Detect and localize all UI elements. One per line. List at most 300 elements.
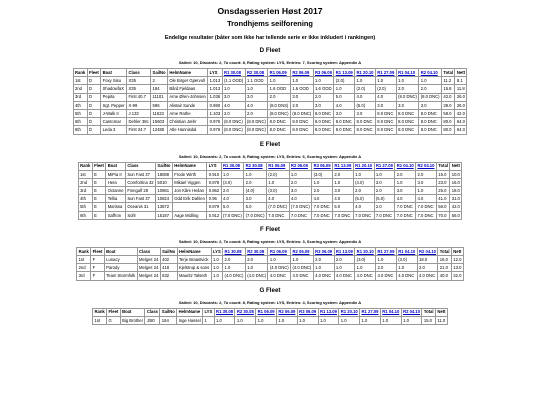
table-cell: 0.912 [208,212,220,218]
table-cell: 1.0 [289,170,312,178]
column-header: Class [137,247,160,255]
table-cell: J 133 [127,109,151,117]
table-cell: 12.0 [453,256,462,262]
fleet-title: F Fleet [260,225,280,233]
table-cell: 4.0 [353,203,374,211]
table-cell: 11101 [151,93,168,101]
table-cell: 10861 [156,187,173,195]
table-cell: 1.0 [211,264,223,272]
table-cell: 1.0 [396,77,419,85]
column-header: Class [125,162,155,170]
fleet-title: G Fleet [259,286,281,294]
table-cell: 58.0 [441,109,454,117]
table-cell: 42.0 [451,204,460,210]
table-cell: 8.0 DNC [396,109,419,117]
table-cell: 418 [160,264,177,272]
table-cell: 10824 [156,195,173,203]
results-table [76,247,464,281]
table-cell: 4.0 DNC [313,272,334,280]
table-cell: (5.0) [353,195,374,203]
table-cell: (1.1 OOD) [223,78,244,84]
race-column-link[interactable]: R1 30.08 [221,162,244,170]
table-cell: 2.0 [374,187,395,195]
table-cell: 8.0 DNC [375,118,396,126]
table-cell: Inge Hassel [178,317,201,323]
results-table [92,308,448,325]
table-cell: Aage Midling [172,211,207,219]
table-cell: 56.0 [436,203,449,211]
column-header: Total [443,69,454,75]
table-cell: 1.6 OOD [290,85,313,93]
race-column-link[interactable]: R2 06.09 [291,247,314,255]
race-column-link[interactable]: R1 20.10 [340,309,358,315]
table-cell: ShadowfaX [101,85,127,93]
column-header: Fleet [94,163,104,169]
table-cell: 2.0 [419,85,442,93]
table-cell: MiPia II [106,170,126,178]
table-row [78,178,462,186]
table-cell: Leda 3 [101,126,127,134]
column-header: Fleet [89,69,99,75]
race-column-link[interactable]: R1 30.08 [216,309,234,315]
table-cell: 8.0 DNC [290,118,313,126]
column-header: LYS [204,309,213,315]
table-cell: 3.0 [374,178,395,186]
column-header: Class [127,69,151,77]
table-cell: 4.0 [416,195,437,203]
table-cell: 39.0 [441,101,454,109]
table-row [73,126,467,134]
table-cell: 1.0 [245,264,268,272]
table-cell: E [92,170,106,178]
table-cell: 7.0 DNC [312,211,333,219]
table-cell: E [92,203,106,211]
race-column-link[interactable]: R1 20.10 [355,163,373,169]
table-cell: 2.0 [417,264,438,272]
table-cell: 1.0 [290,77,313,85]
table-header-row [77,247,464,255]
table-cell: 8.0 DNC [375,109,396,117]
table-cell: 2.0 [221,187,244,195]
table-cell: 26.0 [456,94,465,100]
table-row [73,101,467,109]
table-cell: 1 [203,316,215,324]
race-column-link[interactable]: R2 06.09 [278,309,296,315]
table-cell: Bård Fjeldaas [167,85,207,93]
table-cell: 1.1 OOD [245,77,268,85]
page-title: Onsdagsserien Høst 2017 [217,6,323,16]
race-column-link[interactable]: R3 06.09 [299,309,317,315]
race-column-link[interactable]: R1 27.09 [375,163,393,169]
table-cell: 596 [151,101,168,109]
table-cell: 1.0 [332,178,353,186]
table-cell: Kjelstrup & sons [178,265,210,271]
table-cell: 2.0 [313,256,334,264]
table-cell: 70.0 [436,211,449,219]
race-column-link[interactable]: R1 13.09 [335,69,353,75]
table-cell: 8.0 DNC [375,126,396,134]
table-cell: E [92,187,106,195]
table-cell: 4.0 [355,93,376,101]
table-cell: Christian Jæhr [167,118,207,126]
race-column-link[interactable]: R1 20.10 [356,248,374,254]
race-column-link[interactable]: R1 13.09 [335,248,353,254]
table-cell: 8.0 DNC [396,126,419,134]
table-cell: 1.0 [313,77,334,85]
fleet-title: D Fleet [259,47,281,54]
table-cell: 3.0 [416,178,437,186]
table-cell: Sofir [125,211,155,219]
table-cell: 1.0 [312,178,333,186]
table-row [93,316,448,324]
table-cell: 7.0 DNC [416,203,437,211]
table-cell: E [92,211,106,219]
table-cell: First 40.7 [127,93,151,101]
table-cell: 3.0 [290,93,313,101]
table-cell: Melges 24 [139,265,159,271]
table-cell: 4.0 [375,93,396,101]
table-cell: 3rd [73,93,87,101]
race-column-link[interactable]: R2 06.09 [289,162,312,170]
table-cell: 3.0 [334,109,355,117]
race-column-link[interactable]: R2 30.08 [245,69,268,77]
table-cell: 6th [73,118,87,126]
table-cell: 1.0 [353,170,374,178]
table-cell: Saffron [106,211,126,219]
table-cell: Finngulf 28 [125,187,155,195]
table-cell: 3.0 [289,187,312,195]
table-cell: X-99 [127,101,151,109]
table-cell: 2nd [77,264,91,272]
race-column-link[interactable]: R2 30.08 [236,309,254,315]
table-cell: Pepita [101,93,127,101]
column-header: Total [423,309,434,315]
table-cell: Hera [106,178,126,186]
table-cell: Frode Wirth [172,170,207,178]
table-cell: 0.95 [207,195,221,203]
table-cell: 3.0 [244,195,267,203]
table-cell: 1.0 [416,187,437,195]
race-column-link[interactable]: R1 20.10 [356,69,374,75]
table-cell: 1.0 [401,316,422,324]
club-name: Trondhjems seilforening [227,19,313,28]
table-cell: D [87,109,101,117]
table-cell: 1.0 [268,77,291,85]
table-cell: 1.0 [256,316,277,324]
table-cell: X35 [127,85,151,93]
table-cell: 2.0 [290,101,313,109]
table-cell: 2.0 [245,109,268,117]
race-column-link[interactable]: R1 30.08 [222,69,245,77]
table-cell: 1.0 [268,256,291,264]
column-header: Total [439,248,450,254]
table-row [78,187,462,195]
race-column-link[interactable]: R2 04.10 [403,309,421,315]
table-cell: (4.0 DNC) [292,265,312,271]
table-cell: 1.0 [334,264,355,272]
race-column-link[interactable]: R1 06.09 [266,162,289,170]
table-cell: Ole Birger Gjærvoll [167,77,207,85]
table-cell: Parody [104,264,137,272]
table-cell: 1.0 [339,316,360,324]
table-cell: 1st [78,170,92,178]
column-header: Nett [456,69,465,75]
table-cell: D [87,118,101,126]
table-cell: 1st [73,77,87,85]
table-cell: 0.878 [208,179,220,185]
table-cell: Team Stormfolk [106,273,136,279]
table-cell: Arne Rathe [167,109,207,117]
fleet-title: E Fleet [259,140,281,148]
table-cell: 4.0 [334,101,355,109]
table-cell: Tellia [106,195,126,203]
table-cell: 184 [151,85,168,93]
table-cell: 0.879 [208,204,220,210]
table-cell: 2.0 [312,187,333,195]
table-cell: 1.0 [318,316,339,324]
table-cell: 1.0 [355,264,376,272]
table-cell: (4.0) [244,187,267,195]
table-cell: Atle Hannisdal [167,126,207,134]
table-cell: G [107,316,121,324]
table-cell: 18.0 [417,256,438,264]
race-column-link[interactable]: R1 06.09 [268,69,291,77]
table-cell: D [87,77,101,85]
race-column-link[interactable]: R2 04.10 [419,248,437,254]
fleet-summary: Sailed: 10, Discards: 2, To count: 8, Rating system: LYS, Entries: 4, Scoring system: Appendix A [178,299,362,305]
table-cell: 80.0 [441,126,454,134]
table-cell: 7.0 DNC [395,211,416,219]
table-cell: Cantomar [101,118,127,126]
table-cell: 4th [78,195,92,203]
table-cell: 2.0 [289,178,312,186]
race-column-link[interactable]: R2 04.10 [417,163,435,169]
table-cell: 3rd [78,187,92,195]
table-cell: 3.0 [355,109,376,117]
race-column-link[interactable]: R1 13.09 [334,163,352,169]
table-cell: 15187 [156,211,173,219]
table-cell: X35 [127,77,151,85]
table-cell: 23.0 [436,178,449,186]
race-column-link[interactable]: R1 04.10 [382,309,400,315]
table-cell: (8.0 DNC) [247,127,266,133]
table-cell: First 34.7 [127,126,151,134]
fleet-summary: Sailed: 10, Discards: 2, To count: 8, Rating system: LYS, Entries: 7, Scoring system: Appendix A [178,60,362,65]
race-column-link[interactable]: R3 06.09 [315,248,333,254]
column-header: SailNo [157,163,171,169]
table-cell: 2.0 [376,264,397,272]
race-column-link[interactable]: R2 30.08 [245,247,268,255]
column-header: HelmName [167,69,207,77]
table-cell: 1.0 [211,256,223,264]
table-cell: 2.0 [395,170,416,178]
race-column-link[interactable]: R1 04.10 [396,163,414,169]
column-header: Total [438,163,448,169]
table-cell: (2.0) [375,85,396,93]
table-cell: Mauritz Talseth [177,272,211,280]
table-cell: (5.0) [374,195,395,203]
table-cell: 3.0 [395,187,416,195]
table-cell: Terje Braastvick [177,256,211,264]
column-header: Rank [94,309,105,315]
table-cell: 632 [160,272,177,280]
fleet-section-f [0,226,540,281]
table-cell: 3.0 [313,101,334,109]
table-cell: J/80 [145,316,160,324]
table-row [77,256,464,264]
table-cell: 1.6 OOD [268,85,291,93]
table-cell: 5.0 [221,203,244,211]
table-cell: 2.0 [334,256,355,264]
table-cell: 0.910 [208,171,220,177]
table-cell: 5010 [156,178,173,186]
table-row [77,264,464,272]
table-cell: 6th [73,126,87,134]
race-column-link[interactable]: R2 06.09 [290,69,313,77]
table-cell: 15.0 [436,170,449,178]
table-cell: 31.0 [451,196,460,202]
table-cell: 8.0 DNC [419,118,442,126]
table-cell: D [87,93,101,101]
table-cell: 4.0 DNC [355,272,376,280]
table-cell: Octanne [107,187,124,193]
table-cell: 21.0 [438,264,451,272]
table-cell: 2nd [78,178,92,186]
table-cell: 8.0 DNC [268,118,291,126]
table-cell: 5th [73,109,87,117]
fleet-section-g [0,287,540,325]
table-cell: 8.0 DNC [419,126,442,134]
column-header: SailNo [161,309,175,315]
table-cell: (4.0 DNC) [247,273,267,279]
table-cell: (3.0) [355,256,376,264]
table-cell: 2.0 [244,178,267,186]
column-header: Rank [78,248,89,254]
race-column-link[interactable]: R3 06.09 [314,69,332,75]
table-cell: Sun Fast 37 [125,170,155,178]
table-cell: 1.103 [209,110,221,116]
table-header-row [93,308,448,316]
table-cell: 5.0 [244,203,267,211]
column-header: Rank [74,69,86,75]
table-cell: 1.0 [266,178,289,186]
table-cell: 5.0 [332,203,353,211]
table-cell: 64.0 [456,127,465,133]
table-cell: E [92,195,106,203]
table-cell: 1.013 [209,78,221,84]
table-cell: 40.0 [438,272,451,280]
table-cell: 1.0 [235,316,256,324]
table-cell: 3.0 [419,101,442,109]
table-cell: 1.0 [375,77,396,85]
race-column-link[interactable]: R1 30.08 [223,247,246,255]
table-cell: 8.0 DNC [334,118,355,126]
table-cell: (3.0) [266,187,289,195]
table-cell: (7.0 DNC) [268,204,288,210]
race-column-link[interactable]: R1 04.10 [398,248,416,254]
race-column-link[interactable]: R1 06.09 [257,309,275,315]
table-cell: Melges 24 [139,273,159,279]
table-cell: Sgt. Pepper [102,102,125,108]
table-cell: 1.0 [291,256,314,264]
table-cell: 164 [160,316,177,324]
race-column-link[interactable]: R1 27.09 [377,69,395,75]
table-cell: 1st [93,316,107,324]
table-cell: (8.0 DNC) [292,110,312,116]
table-cell: 8.0 DNC [268,126,291,134]
table-cell: 4.0 [266,195,289,203]
table-cell: D [87,85,101,93]
table-cell: 4.0 [245,101,268,109]
table-row [73,77,467,85]
race-column-link[interactable]: R2 04.10 [419,69,442,77]
table-cell: 1.0 [214,316,235,324]
table-cell: 32.0 [453,273,462,279]
race-column-link[interactable]: R1 27.09 [361,309,379,315]
table-cell: 2.0 [313,93,334,101]
table-cell: Arne Øren-Johnsen [169,94,206,100]
column-header: HelmName [172,162,207,170]
table-row [73,118,467,126]
table-cell: 6th [78,211,92,219]
table-cell: 1.0 [245,85,268,93]
table-row [78,170,462,178]
column-header: LYS [207,162,221,170]
table-cell: 1.0 [374,170,395,178]
table-cell: 2.0 [222,109,245,117]
table-cell: 1.0 [396,264,417,272]
table-row [73,85,467,93]
column-header: Rank [80,163,91,169]
table-cell: Sun Fast 37 [125,195,155,203]
table-cell: 1.0 [419,77,442,85]
table-cell: 8.0 DNC [355,126,376,134]
table-cell: 2.0 [374,203,395,211]
race-column-link[interactable]: R1 06.09 [268,247,291,255]
race-column-link[interactable]: R1 27.09 [377,248,395,254]
results-table [78,162,463,220]
table-cell: 0.976 [209,119,221,125]
table-cell: 1.0 [334,85,355,93]
table-cell: 5.0 [334,93,355,101]
table-cell: 15603 [151,118,168,126]
table-cell: (7.0 DNC) [245,212,265,218]
table-cell: (4.0 DNC) [224,273,244,279]
race-column-link[interactable]: R2 30.08 [244,162,267,170]
table-cell: (4.0) [353,178,374,186]
column-header: Class [146,309,158,315]
column-header: Boat [104,247,137,255]
table-cell: 1.0 [376,256,397,264]
table-cell: 2nd [73,85,87,93]
table-cell: (8.0 DNC) [247,119,266,125]
table-cell [172,203,207,211]
table-cell: 4.0 DNC [376,272,397,280]
table-cell: 4.0 [221,195,244,203]
table-cell: 1.0 [313,264,334,272]
table-cell: 0.862 [208,187,220,193]
race-column-link[interactable]: R1 13.09 [319,309,337,315]
table-cell: 13872 [156,203,173,211]
table-cell: 42.0 [456,110,465,116]
race-column-link[interactable]: R1 04.10 [396,69,419,77]
race-column-link[interactable]: R3 06.09 [313,163,331,169]
table-cell: 4.0 DNC [291,272,314,280]
table-cell: 1.0 [380,316,401,324]
table-cell: Alistair Sunde [167,101,207,109]
table-cell: 4.0 [332,195,353,203]
table-cell: 1.013 [209,86,221,92]
